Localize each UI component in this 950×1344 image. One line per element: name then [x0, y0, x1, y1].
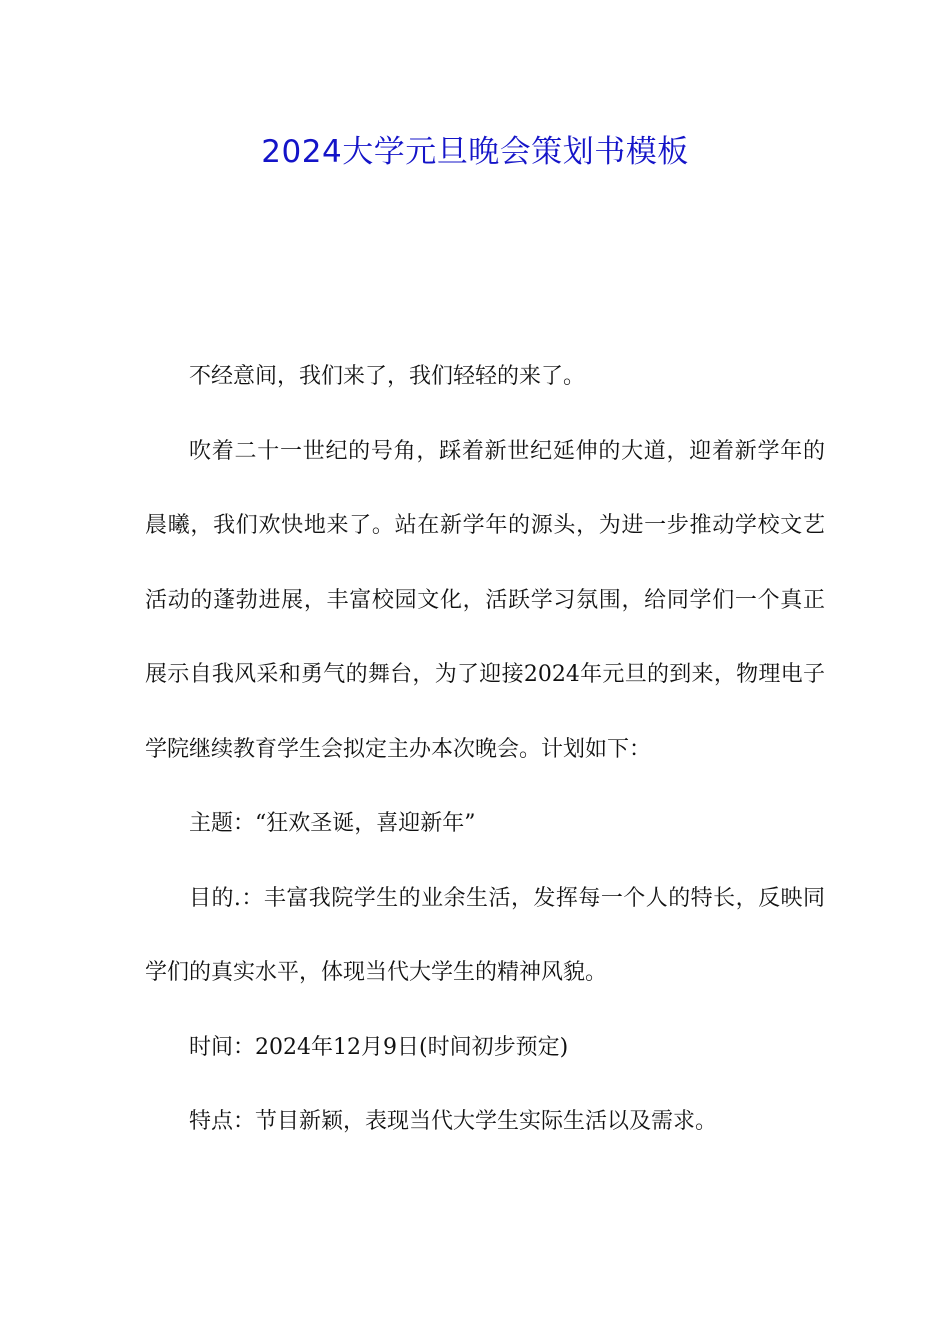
- paragraph-theme: 主题：“狂欢圣诞，喜迎新年”: [189, 811, 476, 836]
- paragraph-background: 吹着二十一世纪的号角，踩着新世纪延伸的大道，迎着新学年的晨曦，我们欢快地来了。站在新学年的源头，为进一步推动学校文艺活动的蓬勃进展，丰富校园文化，活跃学习氛围，给同学们一个真正展示自我风采和勇气的舞台，为了迎接2024年元旦的到来，物理电子学院继续教育学生会拟定主办本次晚会。计划如下：: [145, 438, 825, 762]
- document-title: 2024大学元旦晚会策划书模板: [261, 134, 689, 170]
- paragraph-purpose: 目的.：丰富我院学生的业余生活，发挥每一个人的特长，反映同学们的真实水平，体现当代大学生的精神风貌。: [145, 885, 825, 985]
- document-body: [145, 340, 825, 1160]
- paragraph-intro: 不经意间，我们来了，我们轻轻的来了。: [189, 364, 586, 389]
- paragraph-time: 时间：2024年12月9日(时间初步预定): [189, 1034, 569, 1060]
- paragraph-features: 特点：节目新颖，表现当代大学生实际生活以及需求。: [189, 1109, 718, 1134]
